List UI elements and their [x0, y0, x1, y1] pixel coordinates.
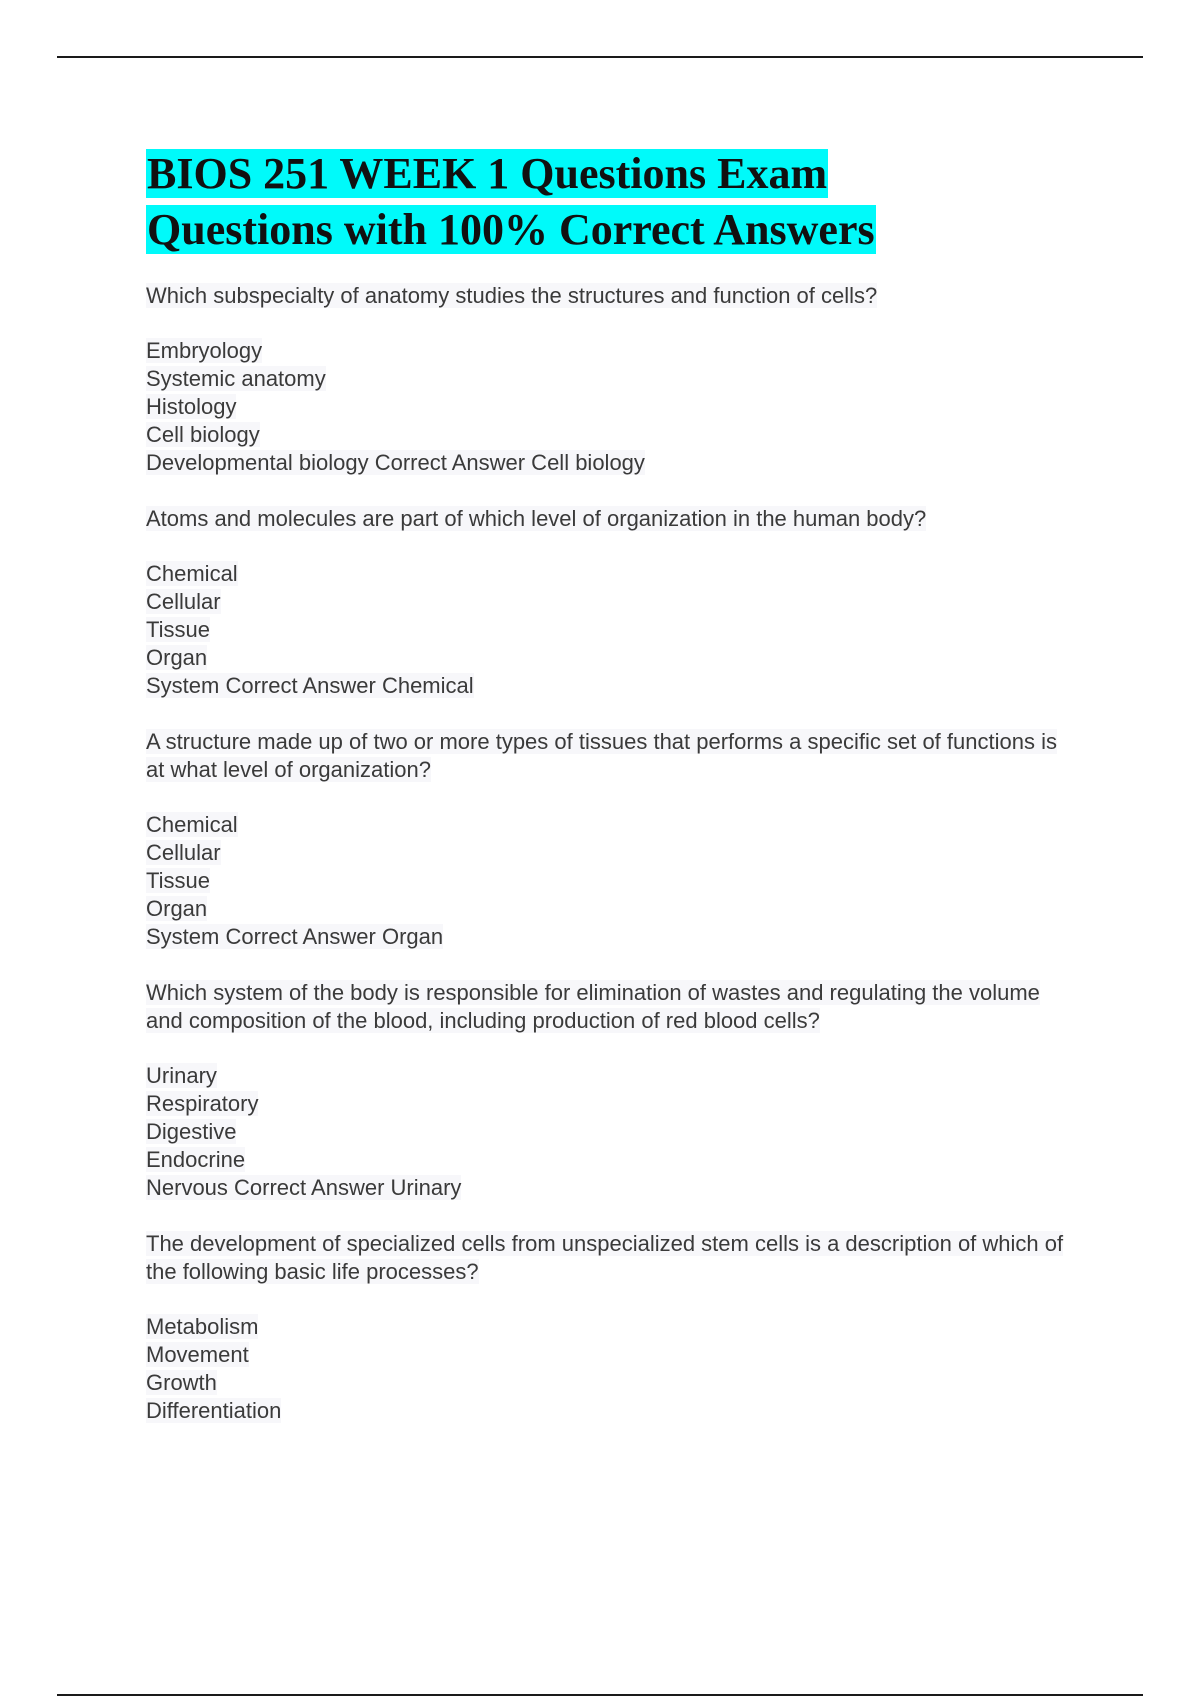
option-item-with-answer: Developmental biology Correct Answer Cell biology [146, 450, 645, 475]
option-item: Tissue [146, 617, 210, 642]
option-list [146, 811, 1096, 951]
question-text: Which subspecialty of anatomy studies the structures and function of cells? [146, 283, 878, 308]
option-item-with-answer: System Correct Answer Chemical [146, 673, 474, 698]
document-body [146, 146, 1096, 1453]
option-item: Organ [146, 645, 208, 670]
document-title [146, 146, 1096, 258]
option-item: Respiratory [146, 1091, 259, 1116]
option-item: Differentiation [146, 1398, 282, 1423]
option-item: Chemical [146, 812, 238, 837]
option-item: Endocrine [146, 1147, 246, 1172]
option-item: Metabolism [146, 1314, 259, 1339]
top-rule [57, 56, 1143, 58]
question-text: The development of specialized cells from unspecialized stem cells is a description of which of the following basic life processes? [146, 1231, 1064, 1284]
option-item: Growth [146, 1370, 217, 1395]
option-item: Chemical [146, 561, 238, 586]
option-item: Movement [146, 1342, 249, 1367]
option-item: Cellular [146, 840, 221, 865]
question-text: Which system of the body is responsible for elimination of wastes and regulating the volume and composition of the blood, including production of red blood cells? [146, 980, 1040, 1033]
question-block-5 [146, 1230, 1096, 1425]
question-block-3 [146, 728, 1096, 951]
question-block-4 [146, 979, 1096, 1202]
option-list [146, 337, 1096, 477]
question-text: A structure made up of two or more types of tissues that performs a specific set of functions is at what level of organization? [146, 729, 1057, 782]
option-item: Tissue [146, 868, 210, 893]
option-item: Cellular [146, 589, 221, 614]
question-text: Atoms and molecules are part of which level of organization in the human body? [146, 506, 927, 531]
option-list [146, 1062, 1096, 1202]
title-line-2: Questions with 100% Correct Answers [147, 205, 875, 254]
option-item: Urinary [146, 1063, 217, 1088]
bottom-rule [57, 1694, 1143, 1696]
question-block-1 [146, 282, 1096, 477]
option-item-with-answer: Nervous Correct Answer Urinary [146, 1175, 462, 1200]
option-item: Organ [146, 896, 208, 921]
option-item: Embryology [146, 338, 263, 363]
option-list [146, 1313, 1096, 1425]
option-item: Digestive [146, 1119, 237, 1144]
option-item: Cell biology [146, 422, 260, 447]
option-item-with-answer: System Correct Answer Organ [146, 924, 444, 949]
title-line-1: BIOS 251 WEEK 1 Questions Exam [147, 149, 828, 198]
option-list [146, 560, 1096, 700]
option-item: Systemic anatomy [146, 366, 326, 391]
option-item: Histology [146, 394, 237, 419]
question-block-2 [146, 505, 1096, 700]
